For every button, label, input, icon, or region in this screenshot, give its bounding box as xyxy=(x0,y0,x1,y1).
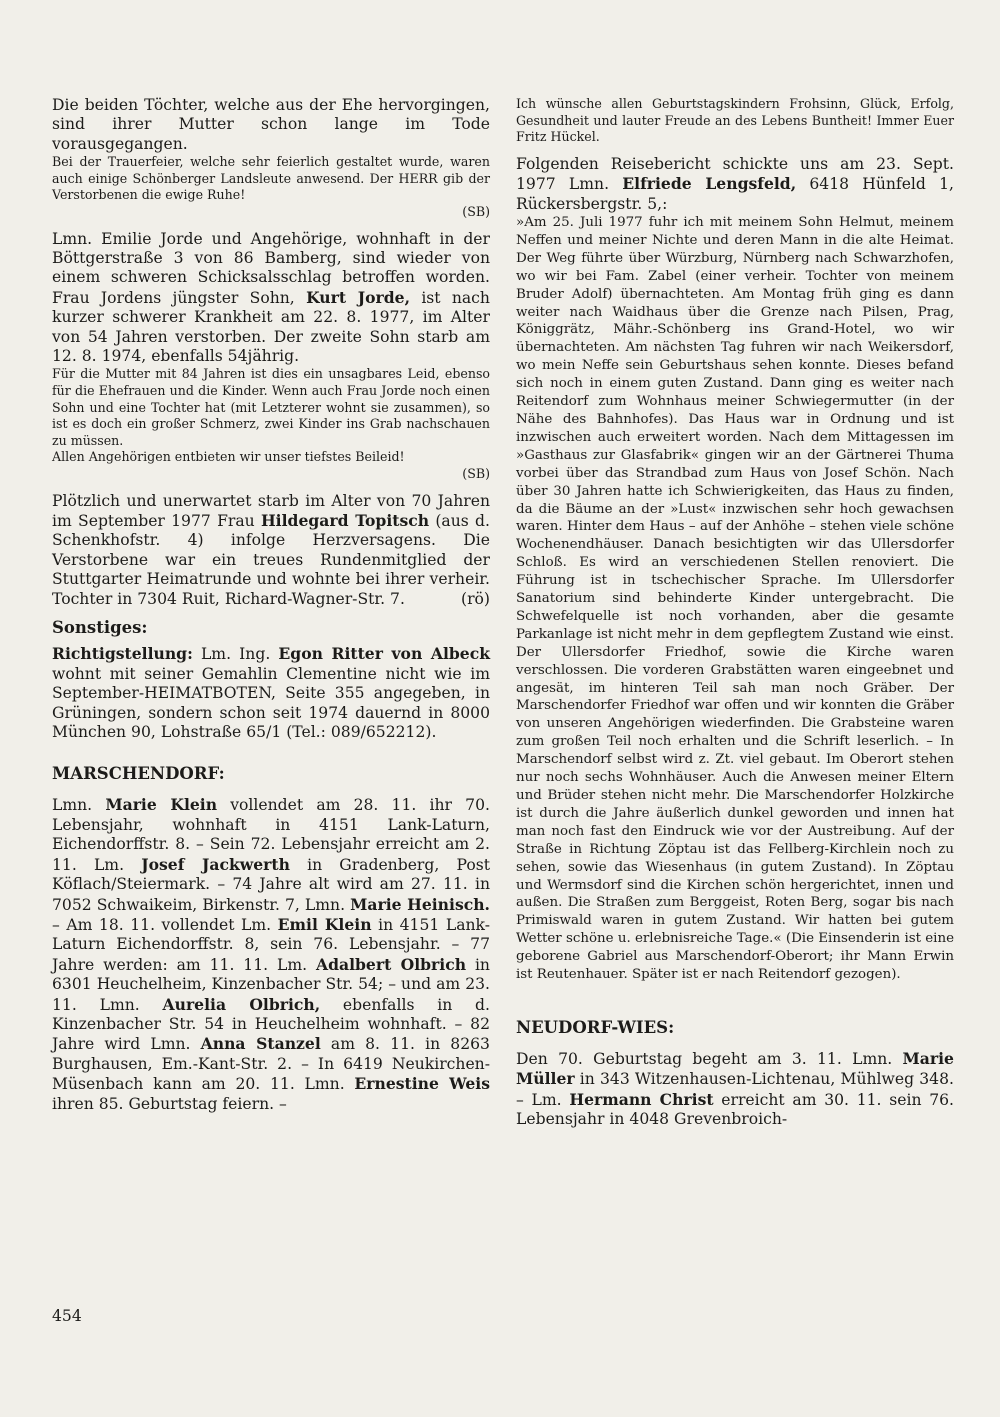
page-number: 454 xyxy=(52,1307,82,1325)
jorde-paragraph xyxy=(52,230,490,367)
person-name: Hildegard Topitsch xyxy=(260,511,430,530)
text: erreicht am 30. 11. sein 76. Lebensjahr in 4048 Grevenbroich- xyxy=(516,1090,954,1129)
left-column xyxy=(52,96,490,1114)
section-heading-neudorf-wies: NEUDORF-WIES: xyxy=(516,1017,675,1037)
text: in 6301 Heuchelheim, Kinzenbacher Str. 54; – und am 23. 11. Lmn. xyxy=(52,955,490,1014)
person-name: Marie Klein xyxy=(105,795,218,815)
obituary-paragraph: Die beiden Töchter, welche aus der Ehe hervorgingen, sind ihrer Mutter schon lange im Tode vorausgegangen. xyxy=(52,96,490,153)
text: ihren 85. Geburtstag feiern. – xyxy=(52,1094,287,1113)
correction-label: Richtigstellung: xyxy=(52,644,193,664)
person-name: Anna Stanzel xyxy=(200,1034,321,1054)
person-name: Josef Jackwerth xyxy=(141,854,290,874)
person-name: Marie Müller xyxy=(516,1048,954,1089)
topitsch-text-b: (aus d. Schenkhofstr. 4) infolge Herzversagens. Die Verstorbene war ein treues Rundenmitglied der Stuttgarter Heimatrunde und wohnte bei ihrer verheir. Tochter in 7304 Ruit, Richard-Wagner-Str. 7. xyxy=(52,512,490,608)
text: Lmn. xyxy=(52,796,93,815)
funeral-paragraph xyxy=(52,154,490,220)
person-name: Aurelia Olbrich, xyxy=(162,994,321,1014)
jorde-text-a: Lmn. Emilie Jorde und Angehörige, wohnhaft in der Böttgerstraße 3 von 86 Bamberg, sind wieder von einem schweren Schicksalsschlag betroffen worden. Frau Jordens jüngster Sohn, xyxy=(52,229,490,307)
section-heading-marschendorf: MARSCHENDORF: xyxy=(52,764,225,784)
greeting-paragraph: Ich wünsche allen Geburtstagskindern Frohsinn, Glück, Erfolg, Gesundheit und lauter Freude an des Lebens Buntheit! Immer Euer Fritz Hückel. xyxy=(516,96,954,145)
intro-text-b: 6418 Hünfeld 1, Rückersbergstr. 5,: xyxy=(516,175,954,213)
section-heading-sonstiges: Sonstiges: xyxy=(52,618,148,638)
author-signature: (rö) xyxy=(460,590,490,609)
correction-paragraph xyxy=(52,644,490,742)
text: am 8. 11. in 8263 Burghausen, Em.-Kant-Str. 2. – In 6419 Neukirchen-Müsenbach kann am 20. 11. Lmn. xyxy=(52,1035,490,1094)
condolence-paragraph: Für die Mutter mit 84 Jahren ist dies ein unsagbares Leid, ebenso für die Ehefrauen und die Kinder. Wenn auch Frau Jorde noch einen Sohn und eine Tochter hat (mit Letzterer wohnt sie zusammen), so ist es doch ein großer Schmerz, zwei Kinder ins Grab nachschauen zu müssen. xyxy=(52,366,490,448)
text: Den 70. Geburtstag begeht am 3. 11. Lmn. xyxy=(516,1049,893,1068)
text: ebenfalls in d. Kinzenbacher Str. 54 in Heuchelheim wohnhaft. – 82 Jahre wird Lmn. xyxy=(52,995,490,1054)
right-column xyxy=(516,96,954,1130)
neudorf-birthdays-paragraph xyxy=(516,1049,954,1130)
person-name: Emil Klein xyxy=(277,914,372,934)
text: in 343 Witzenhausen-Lichtenau, Mühlweg 348. – Lm. xyxy=(516,1070,954,1109)
intro-text-a: Folgenden Reisebericht schickte uns am 23. Sept. 1977 Lmn. xyxy=(516,154,954,194)
travel-report-body: »Am 25. Juli 1977 fuhr ich mit meinem Sohn Helmut, meinem Neffen und meiner Nichte und deren Mann in die alte Heimat. Der Weg führte über Würzburg, Nürnberg nach Schwarzhofen, wo wir bei Fam. Zabel (einer verheir. Tochter von meinem Bruder Adolf) übernachteten. Am Montag früh ging es dann weiter nach Waidhaus über die Grenze nach Pilsen, Prag, Königgrätz, Mähr.-Schönberg ins Grand-Hotel, wo wir übernachteten. Am nächsten Tag fuhren wir nach Weikersdorf, wo mein Neffe sein Geburtshaus sehen konnte. Dieses befand sich noch in einem guten Zustand. Dann ging es weiter nach Reitendorf zum Wohnhaus meiner Schwiegermutter (in der Nähe des Bahnhofes). Das Haus war in Ordnung und ist inzwischen auch erweitert worden. Nach dem Mittagessen im »Gasthaus zur Glasfabrik« gingen wir an der Gärtnerei Thuma vorbei über das Strandbad zum Haus von Josef Schön. Nach über 30 Jahren hatte ich Schwierigkeiten, das Haus zu finden, da die Bäume an der »Lust« inzwischen sehr hoch gewachsen waren. Hinter dem Haus – auf der Anhöhe – stehen viele schöne Wochenendhäuser. Danach besichtigten wir das Ullersdorfer Schloß. Es wird an verschiedenen Stellen renoviert. Die Führung ist in tschechischer Sprache. Im Ullersdorfer Sanatorium sind behinderte Kinder untergebracht. Die Schwefelquelle ist noch vorhanden, aber die gesamte Parkanlage ist nicht mehr in dem gepflegtem Zustand wie einst. Der Ullersdorfer Friedhof, sowie die Kirche waren verschlossen. Die vorderen Grabstätten waren eingeebnet und angesät, im hinteren Teil sah man noch Gräber. Der Marschendorfer Friedhof war offen und wir konnten die Gräber von unseren Angehörigen wiederfinden. Die Grabsteine waren zum großen Teil noch erhalten und die Schrift leserlich. – In Marschendorf selbst wird z. Zt. viel gebaut. Im Oberort stehen nur noch sechs Wohnhäuser. Auch die Anwesen meiner Eltern und Brüder stehen nicht mehr. Die Marschendorfer Holzkirche ist durch die Jahre äußerlich dunkel geworden und innen hat man noch fast den Eindruck wie vor der Austreibung. Auf der Straße in Richtung Zöptau ist das Fellberg-Kirchlein noch zu sehen, sowie das Wiesenhaus (in gutem Zustand). In Zöptau und Wermsdorf sind die Kirchen schön hergerichtet, innen und außen. Die Straßen zum Berggeist, Roten Berg, sogar bis nach Primiswald waren in gutem Zustand. Wir hatten bei gutem Wetter schöne u. erlebnisreiche Tage.« (Die Einsenderin ist eine geborene Gabriel aus Marschendorf-Oberort; ihr Mann Erwin ist Reutenhauer. Später ist er nach Reitendorf gezogen). xyxy=(516,215,954,983)
correction-text-b: wohnt mit seiner Gemahlin Clementine nicht wie im September-HEIMATBOTEN, Seite 355 angegeben, in Grüningen, sondern schon seit 1974 dauernd in 8000 München 90, Lohstraße 65/1 (Tel.: 089/652212). xyxy=(52,664,490,742)
author-signature: (SB) xyxy=(462,204,490,219)
topitsch-paragraph xyxy=(52,492,490,610)
person-name: Marie Heinisch. xyxy=(350,894,490,914)
jorde-text-b: ist nach kurzer schwerer Krankheit am 22. 8. 1977, im Alter von 54 Jahren verstorben. Der zweite Sohn starb am 12. 8. 1974, ebenfalls 54jährig. xyxy=(52,288,490,366)
author-signature: (SB) xyxy=(462,466,490,481)
text: in 4151 Lank-Laturn Eichendorffstr. 8, sein 76. Lebensjahr. – 77 Jahre werden: am 11. 11. Lm. xyxy=(52,915,490,974)
funeral-text: Bei der Trauerfeier, welche sehr feierlich gestaltet wurde, waren auch einige Schönberger Landsleute anwesend. Der HERR gib der Verstorbenen die ewige Ruhe! xyxy=(52,154,490,203)
condolence-closing xyxy=(52,449,490,482)
person-name: Hermann Christ xyxy=(569,1089,714,1109)
person-name: Kurt Jorde, xyxy=(306,287,411,307)
text: in Gradenberg, Post Köflach/Steiermark. – 74 Jahre alt wird am 27. 11. in 7052 Schwaikeim, Birkenstr. 7, Lmn. xyxy=(52,855,490,914)
person-name: Elfriede Lengsfeld, xyxy=(622,174,797,194)
person-name: Adalbert Olbrich xyxy=(316,954,467,974)
person-name: Egon Ritter von Albeck xyxy=(278,644,491,664)
travel-report-intro xyxy=(516,155,954,214)
text: – Am 18. 11. vollendet Lm. xyxy=(52,915,272,934)
condolence-text: Allen Angehörigen entbieten wir unser tiefstes Beileid! xyxy=(52,449,405,465)
correction-text-a: Lm. Ing. xyxy=(200,645,271,664)
person-name: Ernestine Weis xyxy=(354,1074,490,1094)
text: vollendet am 28. 11. ihr 70. Lebensjahr, wohnhaft in 4151 Lank-Laturn, Eichendorffstr. 8. – Sein 72. Lebensjahr erreicht am 2. 11. Lm. xyxy=(52,796,490,874)
topitsch-text-a: Plötzlich und unerwartet starb im Alter von 70 Jahren im September 1977 Frau xyxy=(52,491,490,530)
birthdays-paragraph xyxy=(52,795,490,1114)
